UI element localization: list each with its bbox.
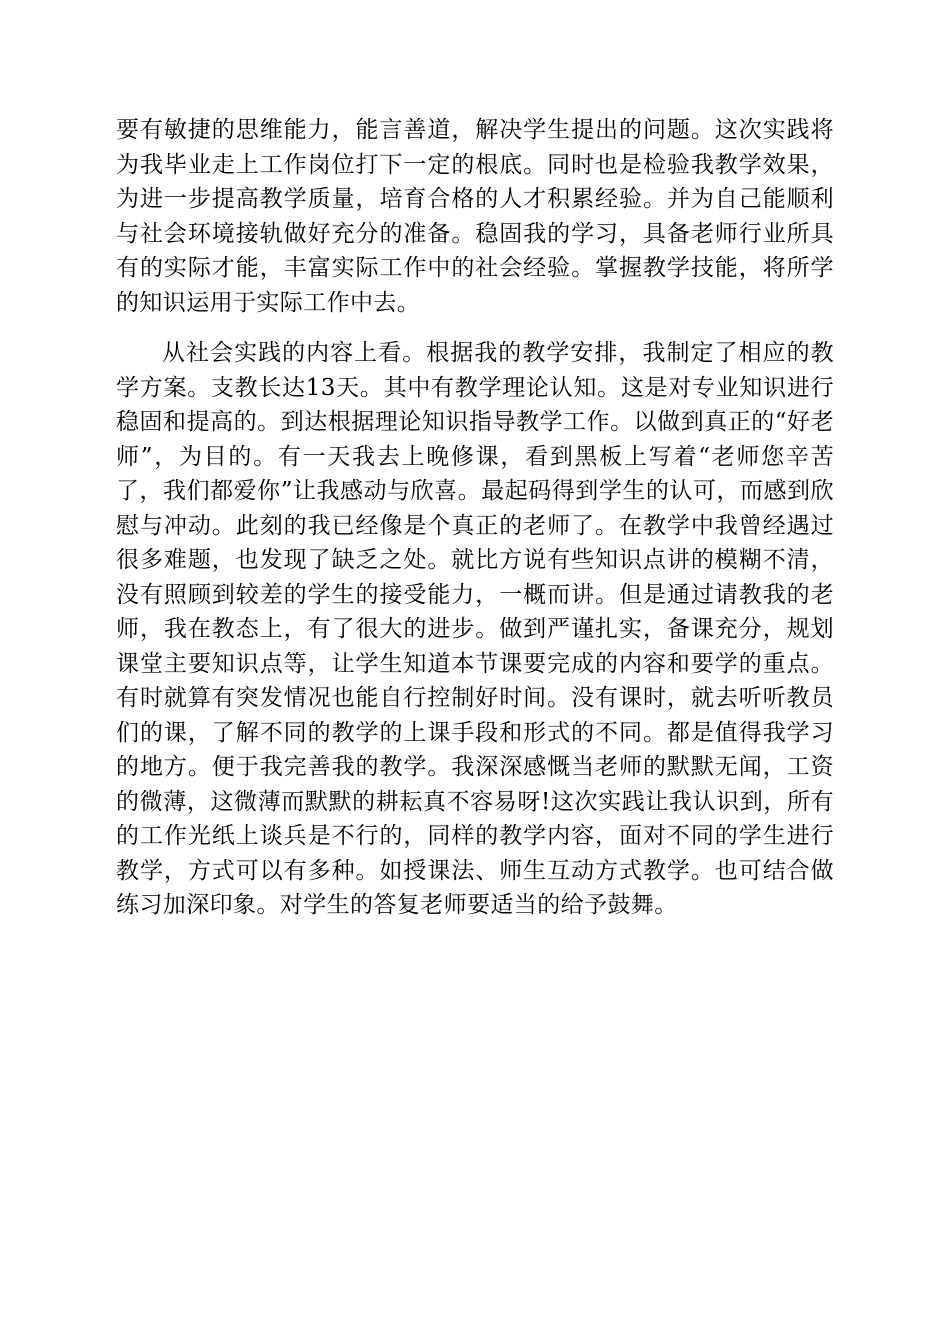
paragraph-continued: 要有敏捷的思维能力，能言善道，解决学生提出的问题。这次实践将为我毕业走上工作岗位打下一定的根底。同时也是检验我教学效果，为进一步提高教学质量，培育合格的人才积累经验。并为自己能顺利与社会环境接轨做好充分的准备。稳固我的学习，具备老师行业所具有的实际才能，丰富实际工作中的社会经验。掌握教学技能，将所学的知识运用于实际工作中去。 <box>116 117 834 316</box>
document-body <box>116 113 834 923</box>
paragraph-practice-content: 从社会实践的内容上看。根据我的教学安排，我制定了相应的教学方案。支教长达13天。其中有教学理论认知。这是对专业知识进行稳固和提高的。到达根据理论知识指导教学工作。以做到真正的“好老师”，为目的。有一天我去上晚修课，看到黑板上写着“老师您辛苦了，我们都爱你”让我感动与欣喜。最起码得到学生的认可，而感到欣慰与冲动。此刻的我已经像是个真正的老师了。在教学中我曾经遇过很多难题，也发现了缺乏之处。就比方说有些知识点讲的模糊不清，没有照顾到较差的学生的接受能力，一概而讲。但是通过请教我的老师，我在教态上，有了很大的进步。做到严谨扎实，备课充分，规划课堂主要知识点等，让学生知道本节课要完成的内容和要学的重点。有时就算有突发情况也能自行控制好时间。没有课时，就去听听教员们的课，了解不同的教学的上课手段和形式的不同。都是值得我学习的地方。便于我完善我的教学。我深深感慨当老师的默默无闻，工资的微薄，这微薄而默默的耕耘真不容易呀!这次实践让我认识到，所有的工作光纸上谈兵是不行的，同样的教学内容，面对不同的学生进行教学，方式可以有多种。如授课法、师生互动方式教学。也可结合做练习加深印象。对学生的答复老师要适当的给予鼓舞。 <box>116 340 834 918</box>
